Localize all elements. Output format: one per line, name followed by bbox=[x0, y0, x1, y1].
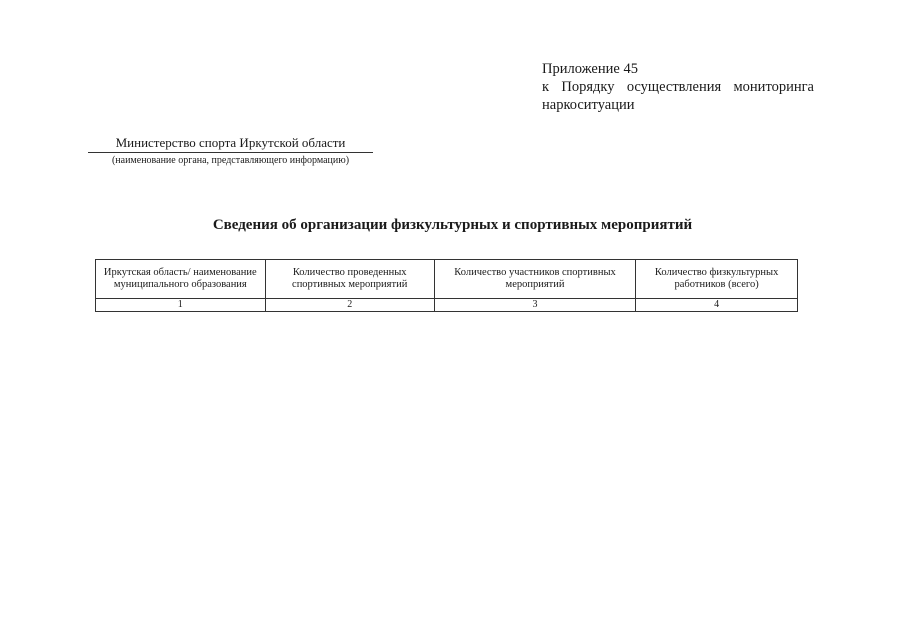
column-number: 2 bbox=[265, 299, 434, 312]
appendix-word: к bbox=[542, 79, 550, 95]
column-number: 1 bbox=[96, 299, 266, 312]
organization-name: Министерство спорта Иркутской области bbox=[88, 135, 373, 153]
column-number-row bbox=[96, 299, 798, 312]
column-number: 3 bbox=[434, 299, 635, 312]
header-events-count: Количество проведенных спортивных мероприятий bbox=[265, 260, 434, 299]
document-title: Сведения об организации физкультурных и спортивных мероприятий bbox=[212, 217, 693, 233]
column-number: 4 bbox=[636, 299, 798, 312]
header-region: Иркутская область/ наименование муниципального образования bbox=[96, 260, 266, 299]
organization-caption: (наименование органа, представляющего информацию) bbox=[111, 155, 350, 166]
appendix-reference bbox=[542, 60, 814, 114]
appendix-number: Приложение 45 bbox=[542, 61, 638, 77]
header-participants-count: Количество участников спортивных мероприятий bbox=[434, 260, 635, 299]
appendix-word: осуществления bbox=[626, 79, 722, 95]
appendix-procedure-line bbox=[542, 78, 814, 96]
appendix-subject: наркоситуации bbox=[542, 97, 635, 113]
header-workers-count: Количество физкультурных работников (всего) bbox=[636, 260, 798, 299]
report-table bbox=[95, 259, 798, 312]
appendix-word: Порядку bbox=[561, 79, 615, 95]
table-header-row bbox=[96, 260, 798, 299]
appendix-word: мониторинга bbox=[733, 79, 814, 95]
organization-block bbox=[88, 135, 373, 167]
